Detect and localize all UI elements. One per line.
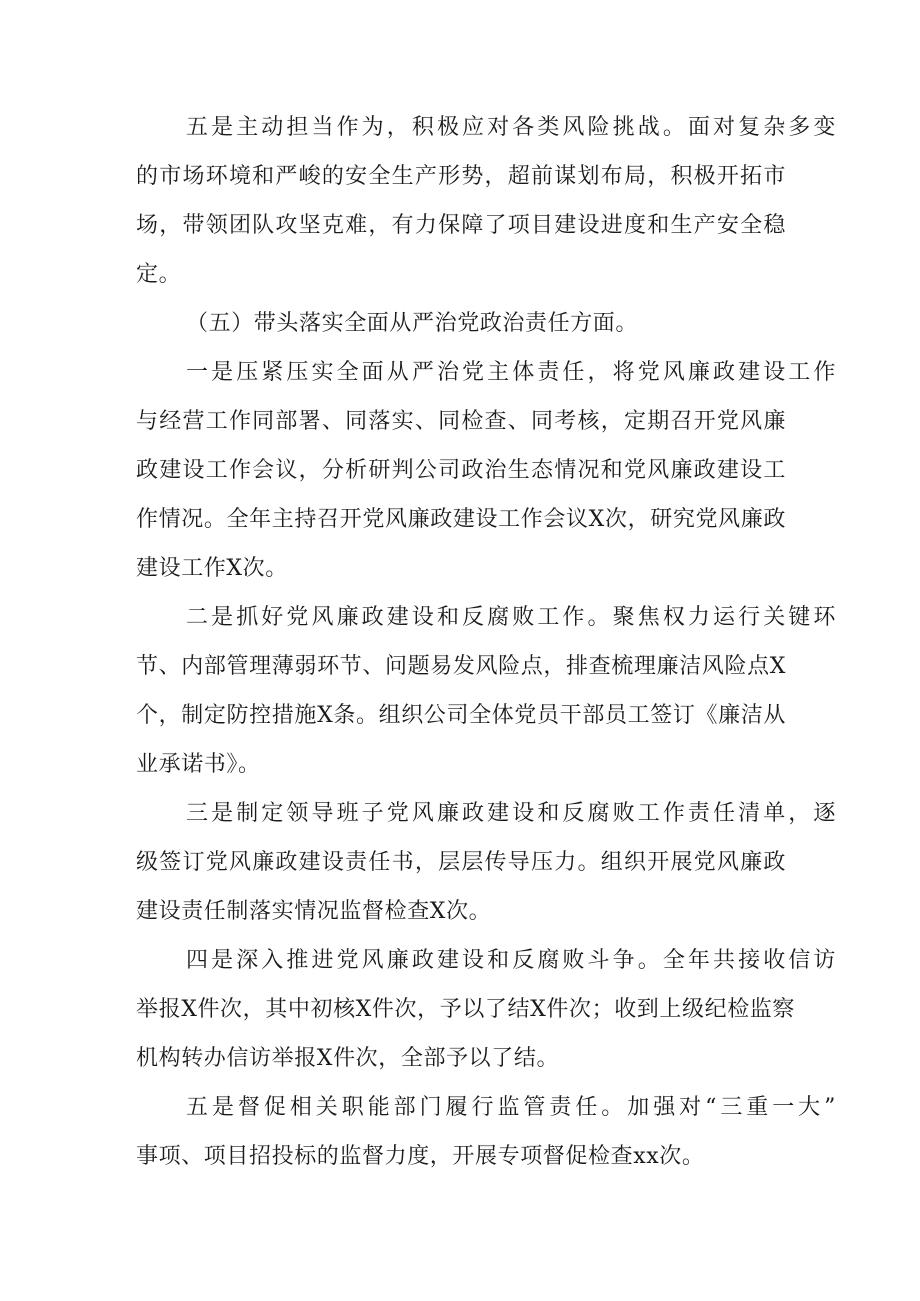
paragraph-line: 一是压紧压实全面从严治党主体责任，将党风廉政建设工作 xyxy=(186,360,836,385)
paragraph-line: 场，带领团队攻坚克难，有力保障了项目建设进度和生产安全稳 xyxy=(136,213,786,238)
paragraph-line: 的市场环境和严峻的安全生产形势，超前谋划布局，积极开拓市 xyxy=(136,164,786,189)
paragraph-line: 与经营工作同部署、同落实、同检查、同考核，定期召开党风廉 xyxy=(136,409,786,434)
paragraph-line: 五是主动担当作为，积极应对各类风险挑战。面对复杂多变 xyxy=(186,115,836,140)
paragraph-line: 二是抓好党风廉政建设和反腐败工作。聚焦权力运行关键环 xyxy=(186,605,836,630)
paragraph-line: 建设责任制落实情况监督检查X次。 xyxy=(136,899,492,924)
paragraph-line: 四是深入推进党风廉政建设和反腐败斗争。全年共接收信访 xyxy=(186,948,836,973)
paragraph-line: 事项、项目招投标的监督力度，开展专项督促检查xx次。 xyxy=(136,1144,705,1169)
paragraph-line: 定。 xyxy=(136,262,182,287)
section-heading: （五）带头落实全面从严治党政治责任方面。 xyxy=(186,311,639,336)
paragraph-line: 举报X件次，其中初核X件次，予以了结X件次；收到上级纪检监察 xyxy=(136,997,795,1022)
paragraph-line: 建设工作X次。 xyxy=(136,556,288,581)
paragraph-line: 作情况。全年主持召开党风廉政建设工作会议X次，研究党风廉政 xyxy=(136,507,786,532)
paragraph-line: 业承诺书》。 xyxy=(136,752,261,777)
paragraph-line: 个，制定防控措施X条。组织公司全体党员干部员工签订《廉洁从 xyxy=(136,703,786,728)
paragraph-line: 级签订党风廉政建设责任书，层层传导压力。组织开展党风廉政 xyxy=(136,850,786,875)
paragraph-line: 节、内部管理薄弱环节、问题易发风险点，排查梳理廉洁风险点X xyxy=(136,654,786,679)
paragraph-line: 五是督促相关职能部门履行监管责任。加强对“三重一大” xyxy=(186,1095,836,1120)
paragraph-line: 三是制定领导班子党风廉政建设和反腐败工作责任清单，逐 xyxy=(186,801,836,826)
paragraph-line: 政建设工作会议，分析研判公司政治生态情况和党风廉政建设工 xyxy=(136,458,786,483)
paragraph-line: 机构转办信访举报X件次，全部予以了结。 xyxy=(136,1046,560,1071)
